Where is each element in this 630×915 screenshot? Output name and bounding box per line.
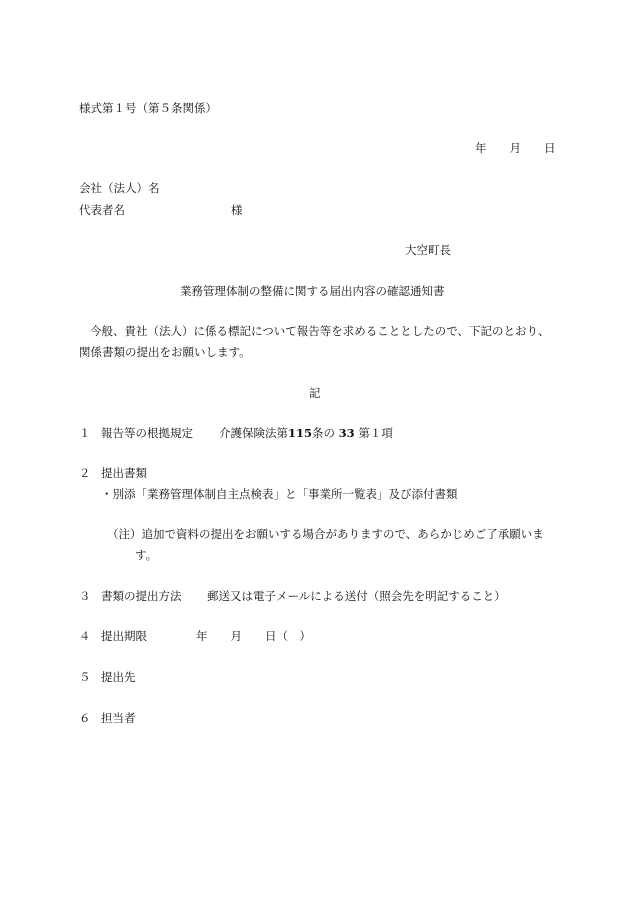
item-4-number: ４ [79, 629, 91, 643]
item-1-value-sub: 33 [338, 426, 355, 440]
item-5-label: 提出先 [101, 670, 136, 684]
item-1-value-suffix: 第１項 [358, 426, 393, 440]
body-text-line-1: 今般、貴社（法人）に係る標記について報告等を求めることとしたので、下記のとおり、 [90, 324, 550, 338]
item-6-label: 担当者 [101, 711, 136, 725]
item-2-number: ２ [79, 466, 91, 480]
ki-heading: 記 [309, 386, 321, 400]
item-1-value-mid: 条の [312, 426, 336, 440]
form-number: 様式第１号（第５条関係） [79, 101, 217, 115]
recipient-company-label: 会社（法人）名 [79, 181, 160, 195]
item-1-value-article: 115 [288, 426, 313, 440]
recipient-honorific: 様 [231, 203, 243, 217]
recipient-representative-label: 代表者名 [79, 203, 125, 217]
note-line-2: す。 [135, 548, 158, 562]
item-1-value-prefix: 介護保険法第 [219, 426, 288, 440]
note-line-1: （注）追加で資料の提出をお願いする場合がありますので、あらかじめご了承願いま [107, 527, 544, 541]
item-4-value: 年 月 日（ ） [196, 629, 311, 643]
body-text-line-2: 関係書類の提出をお願いします。 [79, 345, 251, 359]
item-6-number: ６ [79, 711, 91, 725]
item-1-value [219, 428, 393, 440]
item-2-detail: ・別添「業務管理体制自主点検表」と「事業所一覧表」及び添付書類 [101, 487, 458, 501]
item-2-label: 提出書類 [101, 466, 147, 480]
item-3-label: 書類の提出方法 [101, 589, 182, 603]
item-4-label: 提出期限 [101, 629, 147, 643]
item-5-number: ５ [79, 670, 91, 684]
item-1-label: 報告等の根拠規定 [101, 426, 193, 440]
item-3-value: 郵送又は電子メールによる送付（照会先を明記すること） [207, 589, 506, 603]
item-1-number: １ [79, 426, 91, 440]
document-title: 業務管理体制の整備に関する届出内容の確認通知書 [180, 284, 445, 298]
sender-name: 大空町長 [405, 243, 451, 257]
date-line: 年 月 日 [475, 141, 556, 155]
item-3-number: ３ [79, 589, 91, 603]
